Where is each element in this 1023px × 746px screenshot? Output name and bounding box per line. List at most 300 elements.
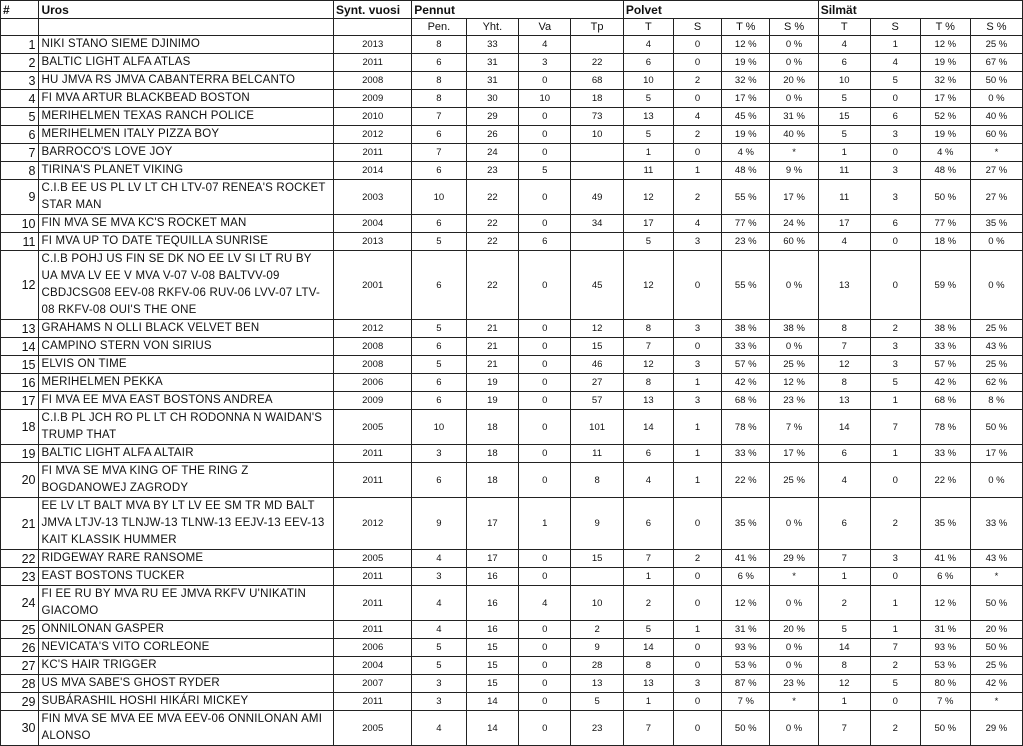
birth-year: 2009	[334, 392, 412, 410]
knees-s-pct: 0 %	[770, 54, 818, 72]
offspring-tp: 8	[571, 463, 623, 498]
offspring-va: 0	[519, 711, 571, 746]
offspring-total: 33	[466, 36, 519, 54]
eyes-t: 6	[818, 498, 870, 550]
offspring-total: 19	[466, 392, 519, 410]
offspring-tp: 18	[571, 90, 623, 108]
subheader-knees-s: S	[674, 19, 722, 36]
offspring-tp: 45	[571, 251, 623, 320]
eyes-t-pct: 19 %	[920, 126, 970, 144]
birth-year: 2009	[334, 90, 412, 108]
knees-t-pct: 93 %	[722, 639, 770, 657]
knees-t: 1	[623, 144, 673, 162]
knees-s-pct: 0 %	[770, 711, 818, 746]
birth-year: 2011	[334, 445, 412, 463]
offspring-litters: 6	[412, 215, 466, 233]
eyes-s-pct: 27 %	[970, 180, 1022, 215]
knees-t: 6	[623, 445, 673, 463]
eyes-s-pct: 62 %	[970, 374, 1022, 392]
offspring-litters: 6	[412, 126, 466, 144]
birth-year: 2011	[334, 693, 412, 711]
table-row	[1, 90, 1023, 108]
birth-year: 2011	[334, 586, 412, 621]
offspring-total: 22	[466, 215, 519, 233]
knees-t-pct: 53 %	[722, 657, 770, 675]
offspring-litters: 5	[412, 233, 466, 251]
knees-s-pct: 17 %	[770, 445, 818, 463]
offspring-total: 22	[466, 180, 519, 215]
knees-s: 0	[674, 498, 722, 550]
subheader-yht: Yht.	[466, 19, 519, 36]
eyes-t-pct: 33 %	[920, 338, 970, 356]
row-number: 17	[1, 392, 39, 410]
table-row	[1, 463, 1023, 498]
row-number: 10	[1, 215, 39, 233]
knees-s: 0	[674, 568, 722, 586]
eyes-t: 7	[818, 711, 870, 746]
knees-s-pct: 0 %	[770, 251, 818, 320]
offspring-tp: 28	[571, 657, 623, 675]
table-row	[1, 320, 1023, 338]
eyes-t-pct: 18 %	[920, 233, 970, 251]
offspring-litters: 5	[412, 356, 466, 374]
eyes-t: 6	[818, 54, 870, 72]
knees-s: 0	[674, 586, 722, 621]
eyes-s: 0	[870, 693, 920, 711]
knees-s-pct: *	[770, 568, 818, 586]
eyes-t: 6	[818, 445, 870, 463]
knees-t: 12	[623, 180, 673, 215]
male-name: CAMPINO STERN VON SIRIUS	[39, 338, 334, 356]
male-name: C.I.B POHJ US FIN SE DK NO EE LV SI LT RU BY UA MVA LV EE V MVA V-07 V-08 BALTVV-09 CBDJCSG08 EEV-08 RKFV-06 RUV-06 LVV-07 LTV-08 RKFV-08 OUI'S THE ONE	[39, 251, 334, 320]
knees-t-pct: 55 %	[722, 180, 770, 215]
knees-t-pct: 6 %	[722, 568, 770, 586]
offspring-va: 0	[519, 251, 571, 320]
eyes-s: 0	[870, 463, 920, 498]
male-name: FI MVA EE MVA EAST BOSTONS ANDREA	[39, 392, 334, 410]
knees-s-pct: 60 %	[770, 233, 818, 251]
row-number: 26	[1, 639, 39, 657]
male-name: BARROCO'S LOVE JOY	[39, 144, 334, 162]
knees-t-pct: 78 %	[722, 410, 770, 445]
eyes-t-pct: 4 %	[920, 144, 970, 162]
header-spacer	[466, 1, 519, 19]
knees-t-pct: 23 %	[722, 233, 770, 251]
offspring-litters: 4	[412, 550, 466, 568]
eyes-s-pct: 29 %	[970, 711, 1022, 746]
eyes-t-pct: 38 %	[920, 320, 970, 338]
table-row	[1, 36, 1023, 54]
table-row	[1, 108, 1023, 126]
male-name: FIN MVA SE MVA EE MVA EEV-06 ONNILONAN AMI ALONSO	[39, 711, 334, 746]
subheader-eyes-s: S	[870, 19, 920, 36]
offspring-litters: 4	[412, 586, 466, 621]
offspring-tp: 12	[571, 320, 623, 338]
offspring-total: 14	[466, 693, 519, 711]
offspring-va: 0	[519, 180, 571, 215]
offspring-va: 0	[519, 463, 571, 498]
offspring-litters: 3	[412, 693, 466, 711]
eyes-s: 1	[870, 392, 920, 410]
offspring-litters: 4	[412, 621, 466, 639]
knees-s: 4	[674, 108, 722, 126]
offspring-va: 0	[519, 108, 571, 126]
eyes-s-pct: 25 %	[970, 320, 1022, 338]
birth-year: 2007	[334, 675, 412, 693]
row-number: 8	[1, 162, 39, 180]
offspring-va: 0	[519, 320, 571, 338]
eyes-s: 5	[870, 675, 920, 693]
knees-t-pct: 57 %	[722, 356, 770, 374]
header-spacer	[519, 1, 571, 19]
knees-t-pct: 50 %	[722, 711, 770, 746]
eyes-s: 0	[870, 90, 920, 108]
table-row	[1, 410, 1023, 445]
offspring-va: 6	[519, 233, 571, 251]
knees-s-pct: 38 %	[770, 320, 818, 338]
birth-year: 2010	[334, 108, 412, 126]
birth-year: 2013	[334, 36, 412, 54]
birth-year: 2008	[334, 356, 412, 374]
offspring-va: 0	[519, 568, 571, 586]
male-name: GRAHAMS N OLLI BLACK VELVET BEN	[39, 320, 334, 338]
offspring-tp: 57	[571, 392, 623, 410]
table-row	[1, 374, 1023, 392]
eyes-t-pct: 80 %	[920, 675, 970, 693]
table-row	[1, 215, 1023, 233]
knees-t: 17	[623, 215, 673, 233]
offspring-total: 21	[466, 338, 519, 356]
offspring-tp: 2	[571, 621, 623, 639]
knees-t: 1	[623, 693, 673, 711]
table-row	[1, 675, 1023, 693]
table-row	[1, 233, 1023, 251]
knees-t-pct: 38 %	[722, 320, 770, 338]
knees-s-pct: 0 %	[770, 36, 818, 54]
eyes-s-pct: 27 %	[970, 162, 1022, 180]
knees-s-pct: 24 %	[770, 215, 818, 233]
knees-t-pct: 31 %	[722, 621, 770, 639]
header-knees: Polvet	[623, 1, 673, 19]
offspring-tp: 11	[571, 445, 623, 463]
offspring-total: 24	[466, 144, 519, 162]
birth-year: 2012	[334, 126, 412, 144]
row-number: 27	[1, 657, 39, 675]
eyes-t: 1	[818, 693, 870, 711]
knees-t-pct: 22 %	[722, 463, 770, 498]
subheader-eyes-s-pct: S %	[970, 19, 1022, 36]
eyes-s: 0	[870, 568, 920, 586]
offspring-total: 29	[466, 108, 519, 126]
table-row	[1, 72, 1023, 90]
knees-t-pct: 7 %	[722, 693, 770, 711]
offspring-litters: 7	[412, 144, 466, 162]
offspring-va: 0	[519, 693, 571, 711]
table-row	[1, 392, 1023, 410]
knees-t: 10	[623, 72, 673, 90]
birth-year: 2004	[334, 215, 412, 233]
offspring-va: 10	[519, 90, 571, 108]
offspring-total: 22	[466, 251, 519, 320]
eyes-t-pct: 53 %	[920, 657, 970, 675]
male-name: MERIHELMEN ITALY PIZZA BOY	[39, 126, 334, 144]
knees-s-pct: *	[770, 693, 818, 711]
knees-t-pct: 19 %	[722, 54, 770, 72]
eyes-t: 8	[818, 374, 870, 392]
knees-t: 12	[623, 251, 673, 320]
eyes-s-pct: 20 %	[970, 621, 1022, 639]
male-name: FI MVA SE MVA KING OF THE RING Z BOGDANOWEJ ZAGRODY	[39, 463, 334, 498]
knees-t-pct: 12 %	[722, 586, 770, 621]
eyes-s-pct: 50 %	[970, 639, 1022, 657]
eyes-t-pct: 77 %	[920, 215, 970, 233]
knees-t: 5	[623, 233, 673, 251]
offspring-total: 18	[466, 410, 519, 445]
knees-s-pct: 17 %	[770, 180, 818, 215]
row-number: 30	[1, 711, 39, 746]
knees-t: 4	[623, 36, 673, 54]
knees-t: 6	[623, 498, 673, 550]
offspring-total: 16	[466, 621, 519, 639]
subheader-va: Va	[519, 19, 571, 36]
offspring-va: 5	[519, 162, 571, 180]
knees-s: 1	[674, 162, 722, 180]
birth-year: 2005	[334, 550, 412, 568]
subheader-knees-t-pct: T %	[722, 19, 770, 36]
table-row	[1, 693, 1023, 711]
birth-year: 2003	[334, 180, 412, 215]
eyes-t: 12	[818, 356, 870, 374]
offspring-va: 4	[519, 36, 571, 54]
knees-t: 7	[623, 550, 673, 568]
knees-s: 1	[674, 621, 722, 639]
table-row	[1, 568, 1023, 586]
row-number: 11	[1, 233, 39, 251]
knees-s: 3	[674, 233, 722, 251]
offspring-litters: 8	[412, 90, 466, 108]
row-number: 21	[1, 498, 39, 550]
offspring-litters: 3	[412, 675, 466, 693]
eyes-s-pct: 43 %	[970, 338, 1022, 356]
knees-s: 0	[674, 36, 722, 54]
row-number: 4	[1, 90, 39, 108]
table-row	[1, 180, 1023, 215]
eyes-s-pct: 50 %	[970, 72, 1022, 90]
eyes-t-pct: 7 %	[920, 693, 970, 711]
subheader-knees-s-pct: S %	[770, 19, 818, 36]
eyes-t: 7	[818, 338, 870, 356]
eyes-t-pct: 50 %	[920, 180, 970, 215]
eyes-t-pct: 50 %	[920, 711, 970, 746]
birth-year: 2004	[334, 657, 412, 675]
birth-year: 2014	[334, 162, 412, 180]
eyes-s-pct: 33 %	[970, 498, 1022, 550]
knees-s: 1	[674, 445, 722, 463]
male-name: SUBÁRASHIL HOSHI HIKÁRI MICKEY	[39, 693, 334, 711]
knees-s: 1	[674, 410, 722, 445]
offspring-litters: 5	[412, 639, 466, 657]
offspring-va: 0	[519, 639, 571, 657]
table-row	[1, 711, 1023, 746]
eyes-s-pct: 8 %	[970, 392, 1022, 410]
eyes-t-pct: 33 %	[920, 445, 970, 463]
knees-s: 0	[674, 711, 722, 746]
knees-s-pct: 23 %	[770, 392, 818, 410]
offspring-total: 16	[466, 586, 519, 621]
eyes-s: 5	[870, 72, 920, 90]
offspring-litters: 3	[412, 568, 466, 586]
row-number: 24	[1, 586, 39, 621]
offspring-litters: 7	[412, 108, 466, 126]
knees-s-pct: 7 %	[770, 410, 818, 445]
eyes-s-pct: 60 %	[970, 126, 1022, 144]
eyes-s-pct: *	[970, 568, 1022, 586]
male-name: FI MVA ARTUR BLACKBEAD BOSTON	[39, 90, 334, 108]
subheader-tp: Tp	[571, 19, 623, 36]
offspring-total: 16	[466, 568, 519, 586]
header-row	[1, 1, 1023, 19]
knees-s-pct: 20 %	[770, 621, 818, 639]
row-number: 1	[1, 36, 39, 54]
offspring-litters: 10	[412, 180, 466, 215]
eyes-s: 2	[870, 320, 920, 338]
knees-t-pct: 19 %	[722, 126, 770, 144]
birth-year: 2011	[334, 568, 412, 586]
header-spacer	[674, 1, 722, 19]
male-name: FIN MVA SE MVA KC'S ROCKET MAN	[39, 215, 334, 233]
eyes-t-pct: 59 %	[920, 251, 970, 320]
offspring-total: 17	[466, 550, 519, 568]
header-offspring: Pennut	[412, 1, 466, 19]
offspring-tp: 46	[571, 356, 623, 374]
knees-t-pct: 17 %	[722, 90, 770, 108]
eyes-s: 7	[870, 639, 920, 657]
offspring-tp: 27	[571, 374, 623, 392]
offspring-va: 0	[519, 374, 571, 392]
knees-t-pct: 33 %	[722, 445, 770, 463]
eyes-t: 4	[818, 36, 870, 54]
eyes-s: 1	[870, 36, 920, 54]
row-number: 23	[1, 568, 39, 586]
row-number: 16	[1, 374, 39, 392]
offspring-total: 26	[466, 126, 519, 144]
eyes-s: 2	[870, 657, 920, 675]
header-birth-year: Synt. vuosi	[334, 1, 412, 19]
birth-year: 2011	[334, 144, 412, 162]
offspring-va: 0	[519, 550, 571, 568]
eyes-t: 1	[818, 144, 870, 162]
knees-t: 6	[623, 54, 673, 72]
knees-s-pct: 25 %	[770, 356, 818, 374]
birth-year: 2013	[334, 233, 412, 251]
offspring-litters: 6	[412, 392, 466, 410]
birth-year: 2011	[334, 621, 412, 639]
eyes-s-pct: 17 %	[970, 445, 1022, 463]
offspring-va: 0	[519, 144, 571, 162]
offspring-total: 31	[466, 54, 519, 72]
knees-t-pct: 68 %	[722, 392, 770, 410]
offspring-tp: 23	[571, 711, 623, 746]
eyes-t-pct: 32 %	[920, 72, 970, 90]
subheader-empty	[334, 19, 412, 36]
offspring-tp: 68	[571, 72, 623, 90]
knees-t: 8	[623, 374, 673, 392]
offspring-tp: 5	[571, 693, 623, 711]
offspring-tp: 9	[571, 498, 623, 550]
offspring-total: 14	[466, 711, 519, 746]
table-body	[1, 1, 1023, 746]
eyes-s-pct: 50 %	[970, 586, 1022, 621]
birth-year: 2008	[334, 338, 412, 356]
offspring-total: 19	[466, 374, 519, 392]
male-name: MERIHELMEN PEKKA	[39, 374, 334, 392]
eyes-t: 8	[818, 320, 870, 338]
knees-s: 2	[674, 180, 722, 215]
eyes-s-pct: 0 %	[970, 463, 1022, 498]
male-name: BALTIC LIGHT ALFA ALTAIR	[39, 445, 334, 463]
row-number: 18	[1, 410, 39, 445]
eyes-s-pct: *	[970, 693, 1022, 711]
table-row	[1, 586, 1023, 621]
offspring-va: 0	[519, 621, 571, 639]
knees-t: 5	[623, 621, 673, 639]
birth-year: 2012	[334, 498, 412, 550]
eyes-s: 0	[870, 251, 920, 320]
eyes-s-pct: 0 %	[970, 90, 1022, 108]
row-number: 19	[1, 445, 39, 463]
offspring-total: 31	[466, 72, 519, 90]
eyes-t-pct: 19 %	[920, 54, 970, 72]
row-number: 22	[1, 550, 39, 568]
male-name: HU JMVA RS JMVA CABANTERRA BELCANTO	[39, 72, 334, 90]
knees-t: 13	[623, 392, 673, 410]
eyes-s: 5	[870, 374, 920, 392]
birth-year: 2005	[334, 410, 412, 445]
eyes-s: 1	[870, 586, 920, 621]
offspring-litters: 6	[412, 463, 466, 498]
offspring-total: 17	[466, 498, 519, 550]
eyes-t: 15	[818, 108, 870, 126]
header-spacer	[970, 1, 1022, 19]
eyes-s: 3	[870, 550, 920, 568]
table-row	[1, 162, 1023, 180]
eyes-t-pct: 12 %	[920, 586, 970, 621]
knees-t-pct: 12 %	[722, 36, 770, 54]
eyes-t: 1	[818, 568, 870, 586]
knees-s-pct: 40 %	[770, 126, 818, 144]
eyes-s: 3	[870, 180, 920, 215]
male-name: ELVIS ON TIME	[39, 356, 334, 374]
row-number: 9	[1, 180, 39, 215]
offspring-total: 21	[466, 356, 519, 374]
birth-year: 2006	[334, 374, 412, 392]
subheader-eyes-t: T	[818, 19, 870, 36]
knees-t: 13	[623, 108, 673, 126]
offspring-total: 15	[466, 675, 519, 693]
table-row	[1, 621, 1023, 639]
knees-t: 4	[623, 463, 673, 498]
eyes-s: 3	[870, 338, 920, 356]
row-number: 3	[1, 72, 39, 90]
knees-s-pct: 23 %	[770, 675, 818, 693]
knees-t-pct: 35 %	[722, 498, 770, 550]
eyes-t-pct: 68 %	[920, 392, 970, 410]
offspring-litters: 5	[412, 320, 466, 338]
offspring-total: 15	[466, 657, 519, 675]
table-row	[1, 356, 1023, 374]
birth-year: 2011	[334, 54, 412, 72]
offspring-tp: 10	[571, 586, 623, 621]
